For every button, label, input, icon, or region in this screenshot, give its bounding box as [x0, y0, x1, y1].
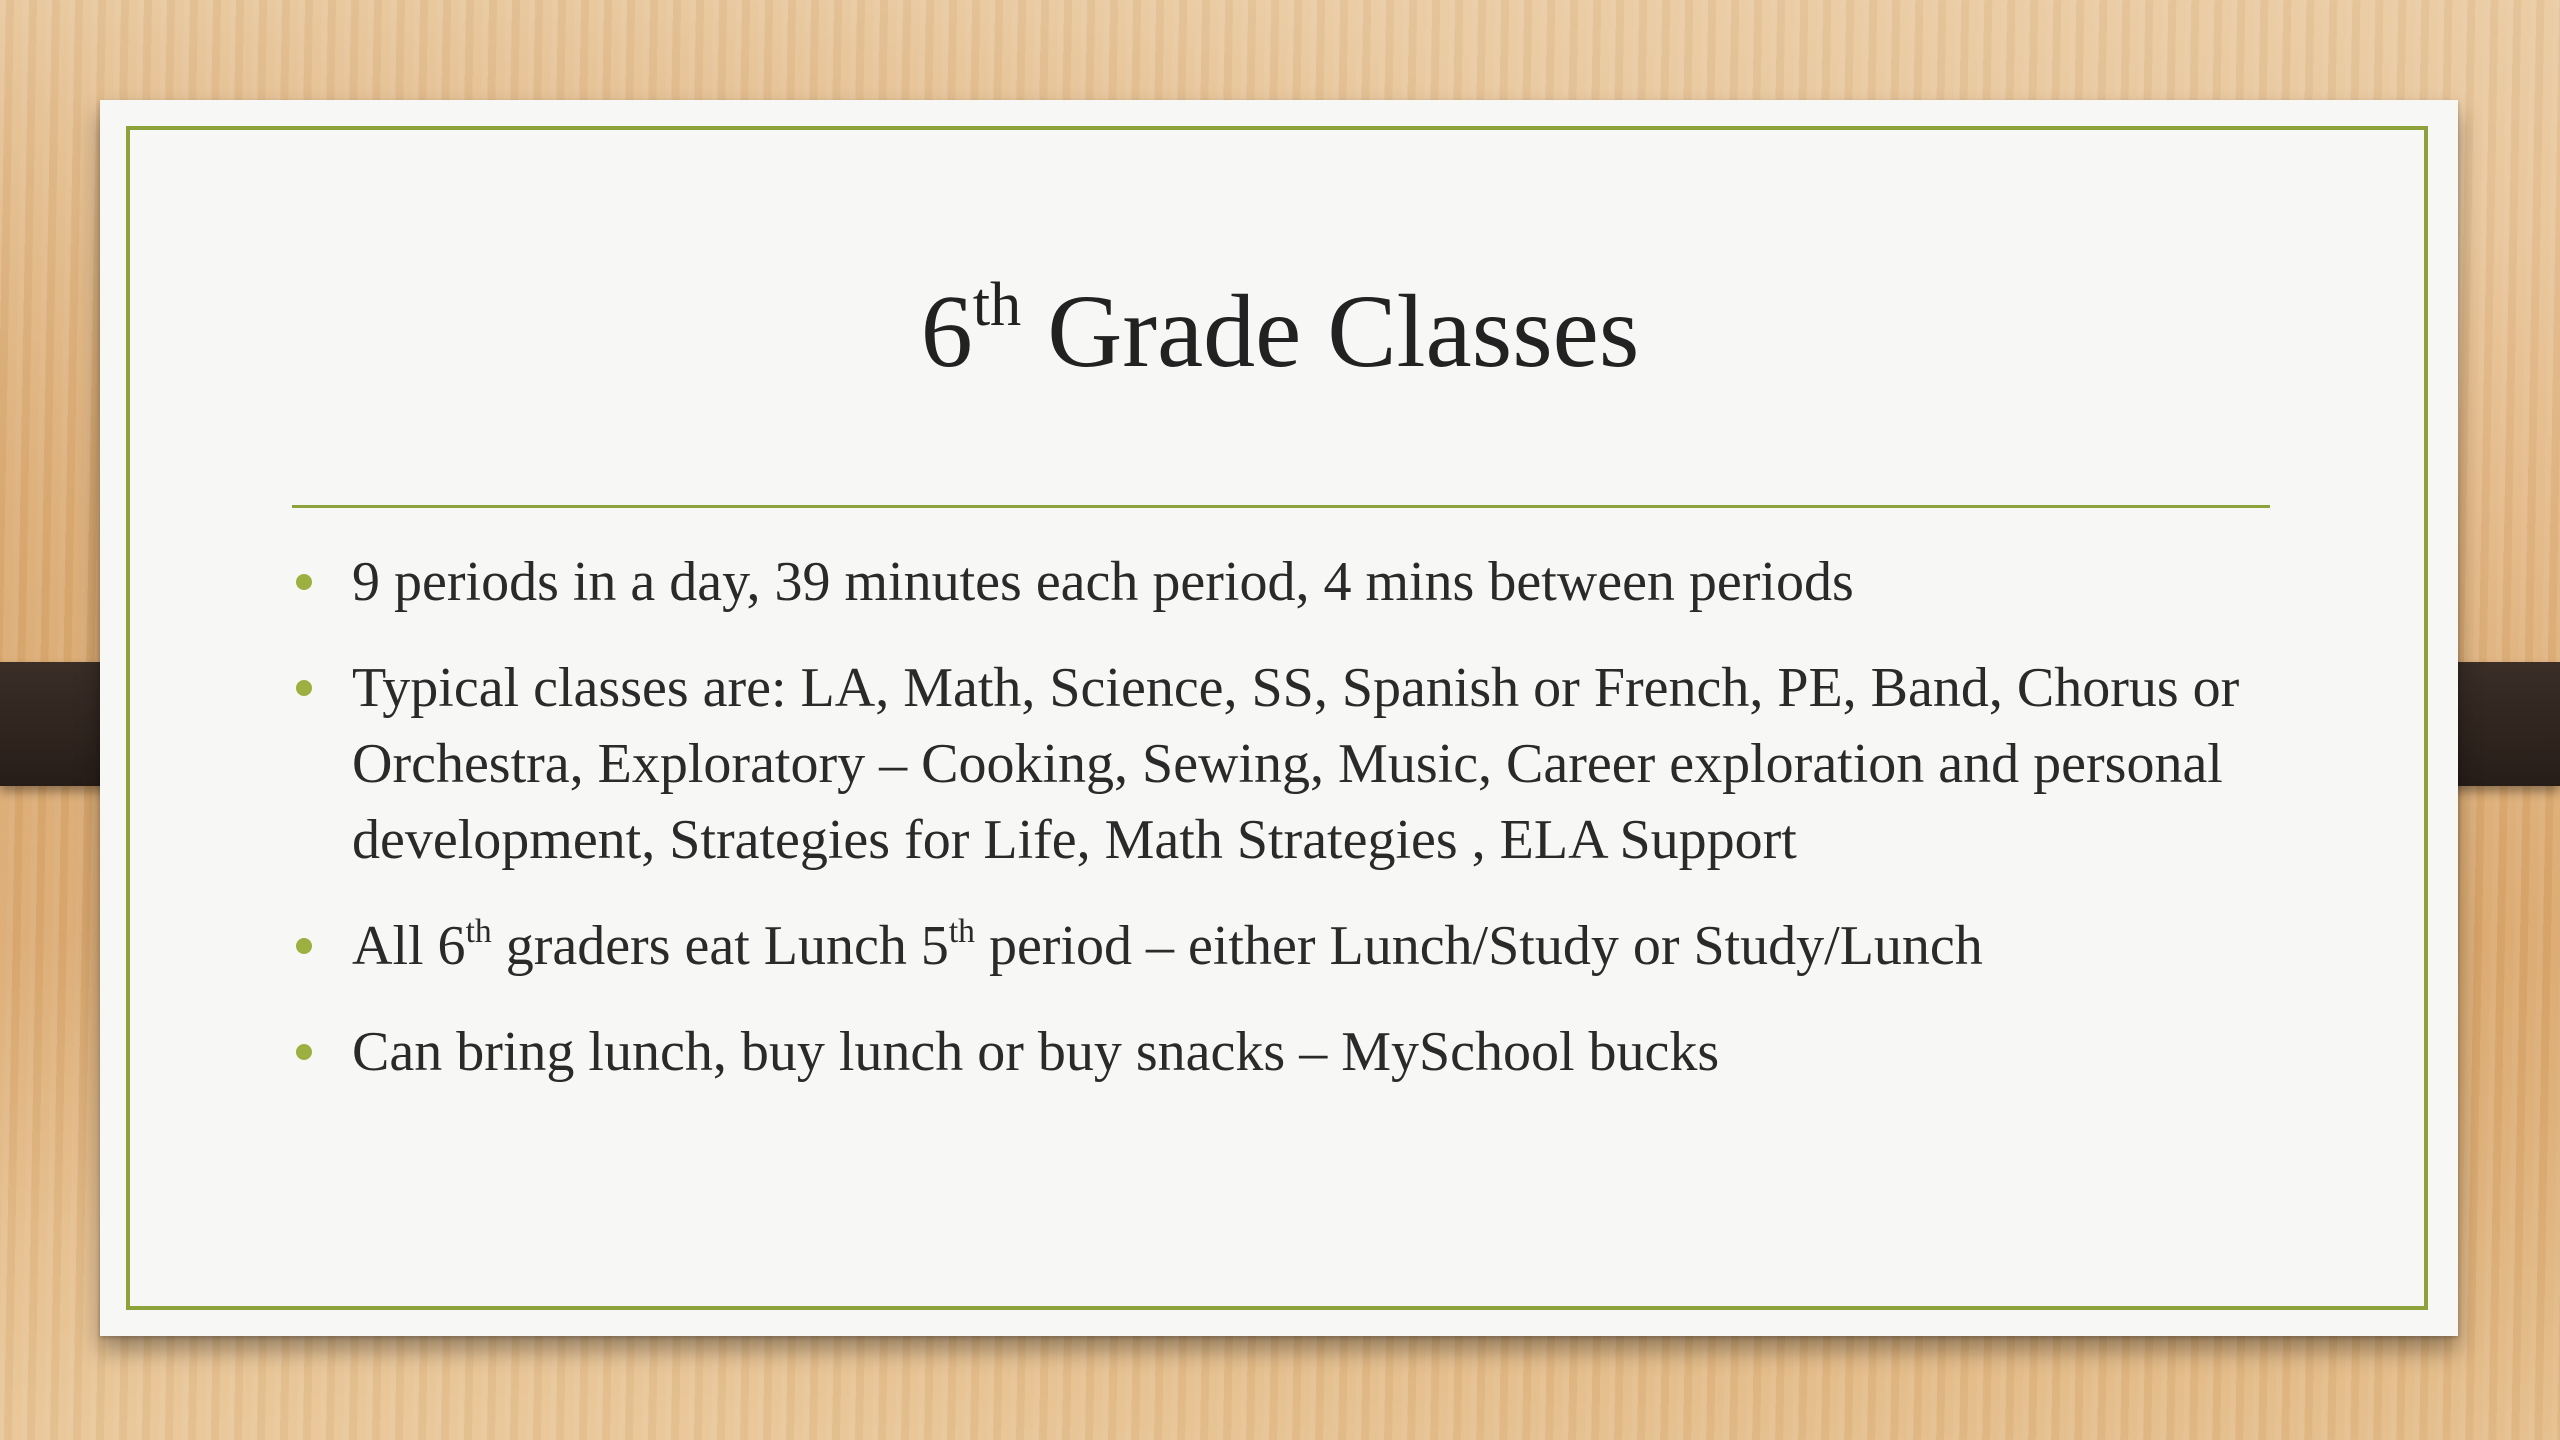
- bullet-item: [292, 650, 2272, 878]
- bullet-dot-icon: [296, 680, 312, 696]
- bullet-text-segment: period – either Lunch/Study or Study/Lunch: [974, 915, 1983, 977]
- bullet-list: [292, 544, 2272, 1120]
- bullet-text-segment: graders eat Lunch 5: [491, 915, 949, 977]
- bullet-superscript: th: [948, 913, 975, 951]
- title-superscript: th: [972, 270, 1022, 340]
- title-rest: Grade Classes: [1021, 274, 1640, 389]
- bullet-superscript: th: [465, 913, 492, 951]
- bullet-text-segment: Typical classes are: LA, Math, Science, SS, Spanish or French, PE, Band, Chorus or Orchestra, Exploratory – Cooking, Sewing, Music, Career exploration and personal development, Strategies for Life, Math Strategies , ELA Support: [352, 657, 2240, 871]
- title-prefix: 6: [920, 274, 973, 389]
- bullet-item: [292, 908, 2272, 984]
- bullet-text-segment: All 6: [352, 915, 466, 977]
- bullet-item: [292, 1014, 2272, 1090]
- bullet-dot-icon: [296, 1044, 312, 1060]
- slide-title: [0, 270, 2560, 395]
- bullet-dot-icon: [296, 938, 312, 954]
- bullet-item: [292, 544, 2272, 620]
- bullet-dot-icon: [296, 574, 312, 590]
- bullet-text: [352, 915, 1983, 977]
- bullet-text: [352, 1021, 1719, 1083]
- bullet-text-segment: Can bring lunch, buy lunch or buy snacks – MySchool bucks: [352, 1021, 1720, 1083]
- bullet-text: [352, 657, 2239, 871]
- bullet-text-segment: 9 periods in a day, 39 minutes each period, 4 mins between periods: [352, 551, 1854, 613]
- title-divider: [292, 505, 2270, 508]
- bullet-text: [352, 551, 1854, 613]
